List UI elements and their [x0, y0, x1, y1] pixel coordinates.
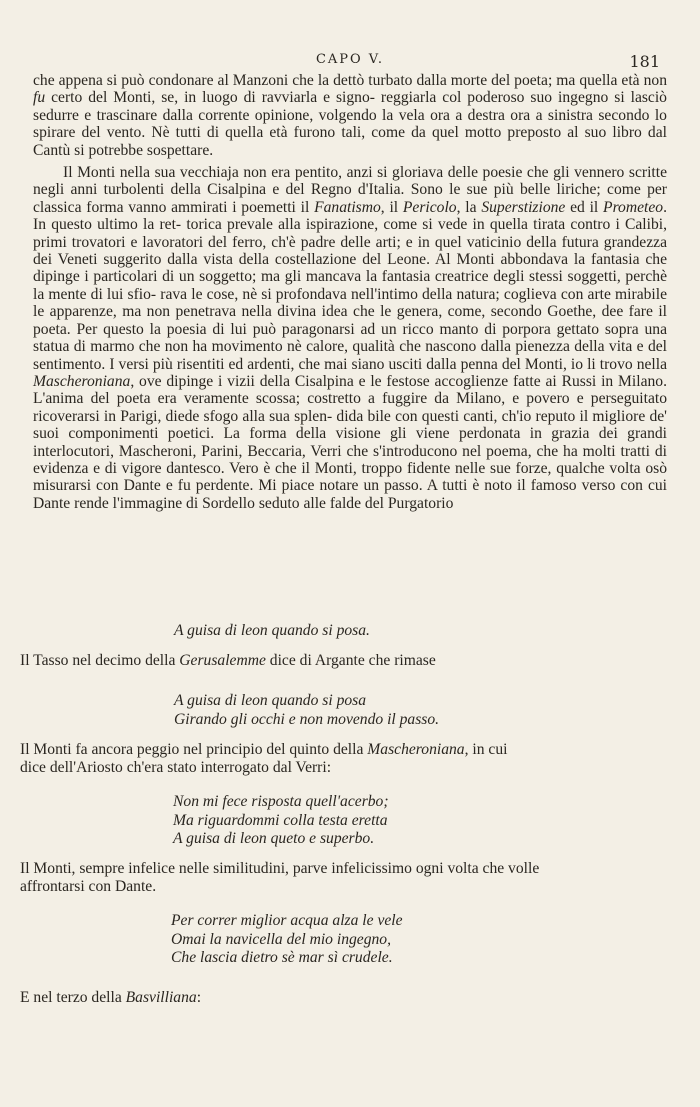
main-text — [33, 72, 667, 512]
similitudini-paragraph: Il Monti, sempre infelice nelle similitudini, parve infelicissimo ogni volta che volle affrontarsi con Dante. — [20, 860, 540, 895]
basvilliana-line: E nel terzo della Basvilliana: — [20, 989, 202, 1006]
page-number: 181 — [629, 52, 660, 71]
monti-peggio-paragraph: Il Monti fa ancora peggio nel principio del quinto della Mascheroniana, in cui dice dell'Ariosto ch'era stato interrogato dal Verri: — [20, 741, 508, 776]
quote-tasso: A guisa di leon quando si posa Girando gli occhi e non movendo il passo. — [174, 692, 440, 728]
tasso-paragraph: Il Tasso nel decimo della Gerusalemme dice di Argante che rimase — [20, 652, 436, 669]
quote-purgatorio: Per correr miglior acqua alza le vele Omai la navicella del mio ingegno, Che lascia dietro sè mar sì crudele. — [171, 912, 403, 966]
quote-dante-sordello: A guisa di leon quando si posa. — [174, 622, 370, 639]
quote-mascheroniana: Non mi fece risposta quell'acerbo; Ma riguardommi colla testa eretta A guisa di leon queto e superbo. — [173, 793, 389, 847]
paragraph-monti-vecchiaja: Il Monti nella sua vecchiaja non era pentito, anzi si gloriava delle poesie che gli vennero scritte negli anni turbolenti della Cisalpina e del Regno d'Italia. Sono le sue più belle liriche; come per classica forma vanno ammirati i poemetti il Fanatismo, il Pericolo, la Superstizione ed il Prometeo. In questo ultimo la ret- torica prevale alla ispirazione, come si vede in quella tirata contro i Calibi, primi trovatori e lavoratori del ferro, ch'è padre delle arti; e in quel vaticinio della futura grandezza dei Veneti suggerito dalla vista della costellazione del Leone. Al Monti abbondava la fantasia che dipinge i particolari di un soggetto; ma gli mancava la fantasia creatrice degli stessi soggetti, perchè la mente di lui sfio- rava le cose, nè si profondava nell'intimo della natura; coglieva con arte mirabile le apparenze, ma non penetrava nella divina idea che le genera, come, secondo Goethe, dee fare il poeta. Per questo la poesia di lui può paragonarsi ad un ricco manto di porpora gettato sopra una statua di marmo che non ha movimento nè calore, qualità che nascono dalla pienezza della vita e del sentimento. I versi più risentiti ed ardenti, che mai siano usciti dalla penna del Monti, io li trovo nella Mascheroniana, ove dipinge i vizii della Cisalpina e le festose accoglienze fatte ai Russi in Milano. L'anima del poeta era veramente scossa; costretto a fuggire da Milano, e povero e perseguitato ricoverarsi in Parigi, diede sfogo alla sua splen- dida bile con questi canti, ch'io reputo il migliore de' suoi componimenti poetici. La forma della visione gli viene perdonata in grazia dei grandi interlocutori, Mascheroni, Parini, Beccaria, Verri che s'introducono nel poema, che ha molti tratti di evidenza e di vigore dantesco. Vero è che il Monti, troppo fidente nelle sue forze, qualche volta osò misurarsi con Dante e fu perdente. Mi piace notare un passo. A tutti è noto il famoso verso con cui Dante rende l'immagine di Sordello seduto alle falde del Purgatorio — [33, 164, 668, 512]
continuation-paragraph: che appena si può condonare al Manzoni che la dettò turbato dalla morte del poeta; ma quella età non fu certo del Monti, se, in luogo di ravviarla e signo- reggiarla col poderoso suo ingegno si lasciò sedurre e trascinare dalla corrente opinione, volgendo la vela ora a destra ora a sinistra secondo lo spirare del vento. Nè tutti di quella età furono tali, come da quel motto preposto al suo libro dal Cantù si potrebbe sospettare. — [33, 72, 667, 159]
running-title: CAPO V. — [315, 52, 385, 67]
